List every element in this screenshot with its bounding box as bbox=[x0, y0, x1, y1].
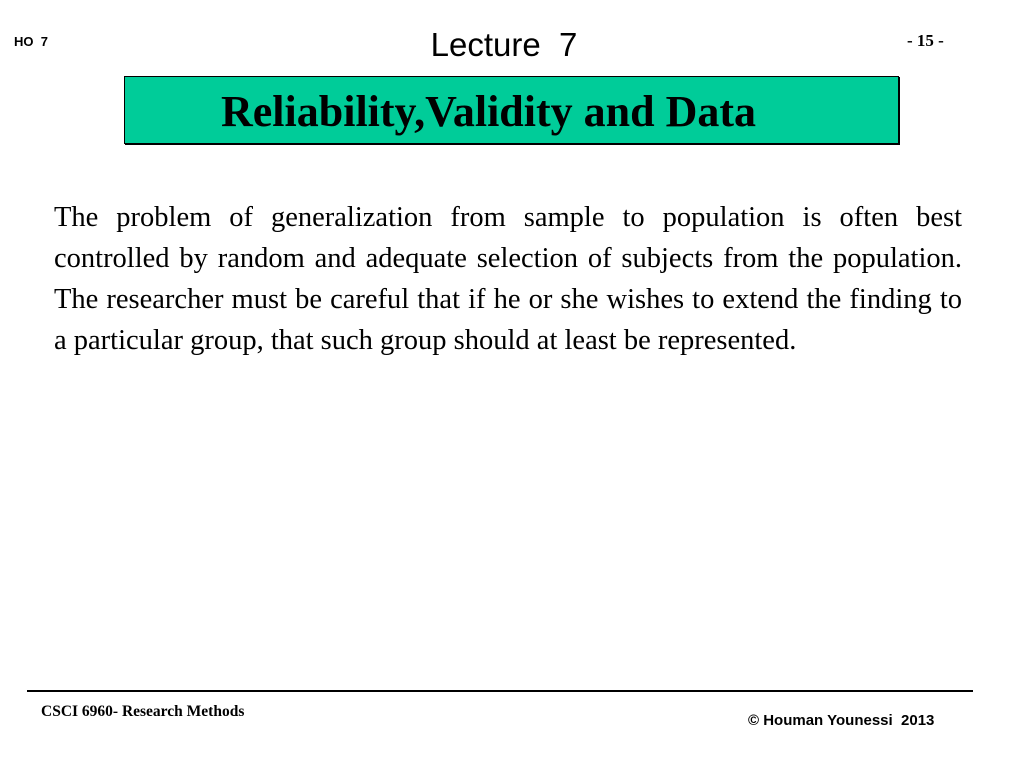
footer-divider bbox=[27, 690, 973, 692]
body-paragraph: The problem of generalization from sample to population is often best controlled by random and adequate selection of subjects from the population. The researcher must be careful that if he or she wishes to extend the finding to a particular group, that such group should at least be represented. bbox=[54, 202, 962, 356]
lecture-label: Lecture 7 bbox=[430, 26, 578, 63]
handout-label: HO 7 bbox=[14, 34, 48, 49]
slide-title-box bbox=[124, 76, 899, 144]
slide-title: Reliability,Validity and Data bbox=[221, 87, 757, 136]
page-number: - 15 - bbox=[907, 31, 944, 50]
course-label: CSCI 6960- Research Methods bbox=[41, 703, 245, 720]
copyright-label: © Houman Younessi 2013 bbox=[748, 712, 935, 729]
